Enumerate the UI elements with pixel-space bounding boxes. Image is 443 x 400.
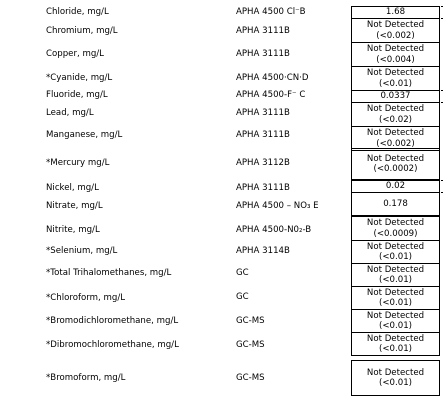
- detection-limit: (<0.0009): [373, 228, 418, 239]
- parameter-name: Nitrate, mg/L: [46, 201, 103, 211]
- detection-limit: (<0.01): [378, 298, 413, 308]
- result-value: Not Detected: [366, 241, 425, 252]
- test-method: GC-MS: [236, 373, 265, 383]
- test-method: APHA 4500-N0₂-B: [236, 225, 312, 235]
- detection-limit: (<0.01): [378, 78, 413, 89]
- parameter-name: *Dibromochloromethane, mg/L: [46, 340, 179, 350]
- parameter-name: *Selenium, mg/L: [46, 246, 118, 256]
- result-cell: [351, 286, 440, 310]
- test-method: APHA 4500 – NO₃ E: [236, 201, 319, 211]
- result-cell: [351, 192, 440, 216]
- result-value: Not Detected: [366, 287, 425, 298]
- detection-limit: (<0.02): [378, 114, 413, 125]
- result-cell: [351, 263, 440, 287]
- result-value: 1.68: [385, 7, 406, 18]
- result-value: 0.0337: [380, 91, 411, 102]
- result-value: Not Detected: [366, 264, 425, 275]
- parameter-name: *Chloroform, mg/L: [46, 293, 126, 303]
- test-method: APHA 3111B: [236, 108, 290, 118]
- test-method: APHA 3112B: [236, 158, 290, 168]
- detection-limit: (<0.01): [378, 344, 413, 354]
- test-method: APHA 3111B: [236, 183, 290, 193]
- parameter-name: *Cyanide, mg/L: [46, 73, 113, 83]
- parameter-name: Manganese, mg/L: [46, 130, 123, 140]
- detection-limit: (<0.002): [376, 138, 415, 149]
- detection-limit: (<0.01): [378, 378, 413, 388]
- test-method: APHA 4500·CN·D: [236, 73, 309, 83]
- test-method: APHA 3114B: [236, 246, 290, 256]
- parameter-name: Copper, mg/L: [46, 49, 104, 59]
- parameter-name: Nitrite, mg/L: [46, 225, 100, 235]
- detection-limit: (<0.004): [376, 54, 415, 65]
- result-cell: [351, 360, 440, 396]
- result-value: Not Detected: [366, 333, 425, 344]
- result-value: Not Detected: [366, 20, 425, 31]
- detection-limit: (<0.01): [378, 321, 413, 331]
- result-cell: [351, 18, 440, 43]
- result-value: Not Detected: [366, 367, 425, 378]
- result-value: Not Detected: [366, 68, 425, 79]
- result-value: Not Detected: [366, 104, 425, 115]
- result-value: Not Detected: [366, 128, 425, 139]
- parameter-name: Chloride, mg/L: [46, 7, 109, 17]
- parameter-name: Nickel, mg/L: [46, 183, 99, 193]
- test-method: APHA 4500-F⁻ C: [236, 90, 306, 100]
- detection-limit: (<0.0002): [373, 164, 418, 174]
- test-method: GC-MS: [236, 340, 265, 350]
- result-cell: [351, 216, 440, 241]
- detection-limit: (<0.01): [378, 252, 413, 262]
- parameter-name: *Mercury mg/L: [46, 158, 110, 168]
- parameter-name: Lead, mg/L: [46, 108, 94, 118]
- result-cell: [351, 66, 440, 91]
- test-method: GC-MS: [236, 316, 265, 326]
- parameter-name: *Bromodichloromethane, mg/L: [46, 316, 179, 326]
- result-cell: [351, 42, 440, 67]
- test-method: APHA 4500 Cl⁻B: [236, 7, 306, 17]
- parameter-name: Chromium, mg/L: [46, 26, 118, 36]
- test-method: GC: [236, 268, 249, 278]
- parameter-name: *Bromoform, mg/L: [46, 373, 126, 383]
- result-value: Not Detected: [366, 310, 425, 321]
- result-value: Not Detected: [366, 44, 425, 55]
- test-method: GC: [236, 292, 249, 302]
- result-value: Not Detected: [366, 153, 425, 164]
- result-cell: [351, 240, 440, 264]
- result-cell: [351, 309, 440, 333]
- test-method: APHA 3111B: [236, 26, 290, 36]
- detection-limit: (<0.01): [378, 275, 413, 285]
- parameter-name: *Total Trihalomethanes, mg/L: [46, 268, 172, 278]
- detection-limit: (<0.002): [376, 30, 415, 41]
- test-method: APHA 3111B: [236, 49, 290, 59]
- result-value: 0.178: [383, 198, 408, 209]
- result-value: Not Detected: [366, 218, 425, 229]
- result-cell: [351, 332, 440, 356]
- parameter-name: Fluoride, mg/L: [46, 90, 108, 100]
- result-cell: [351, 148, 440, 180]
- test-method: APHA 3111B: [236, 130, 290, 140]
- result-value: 0.02: [385, 181, 406, 192]
- result-cell: [351, 102, 440, 127]
